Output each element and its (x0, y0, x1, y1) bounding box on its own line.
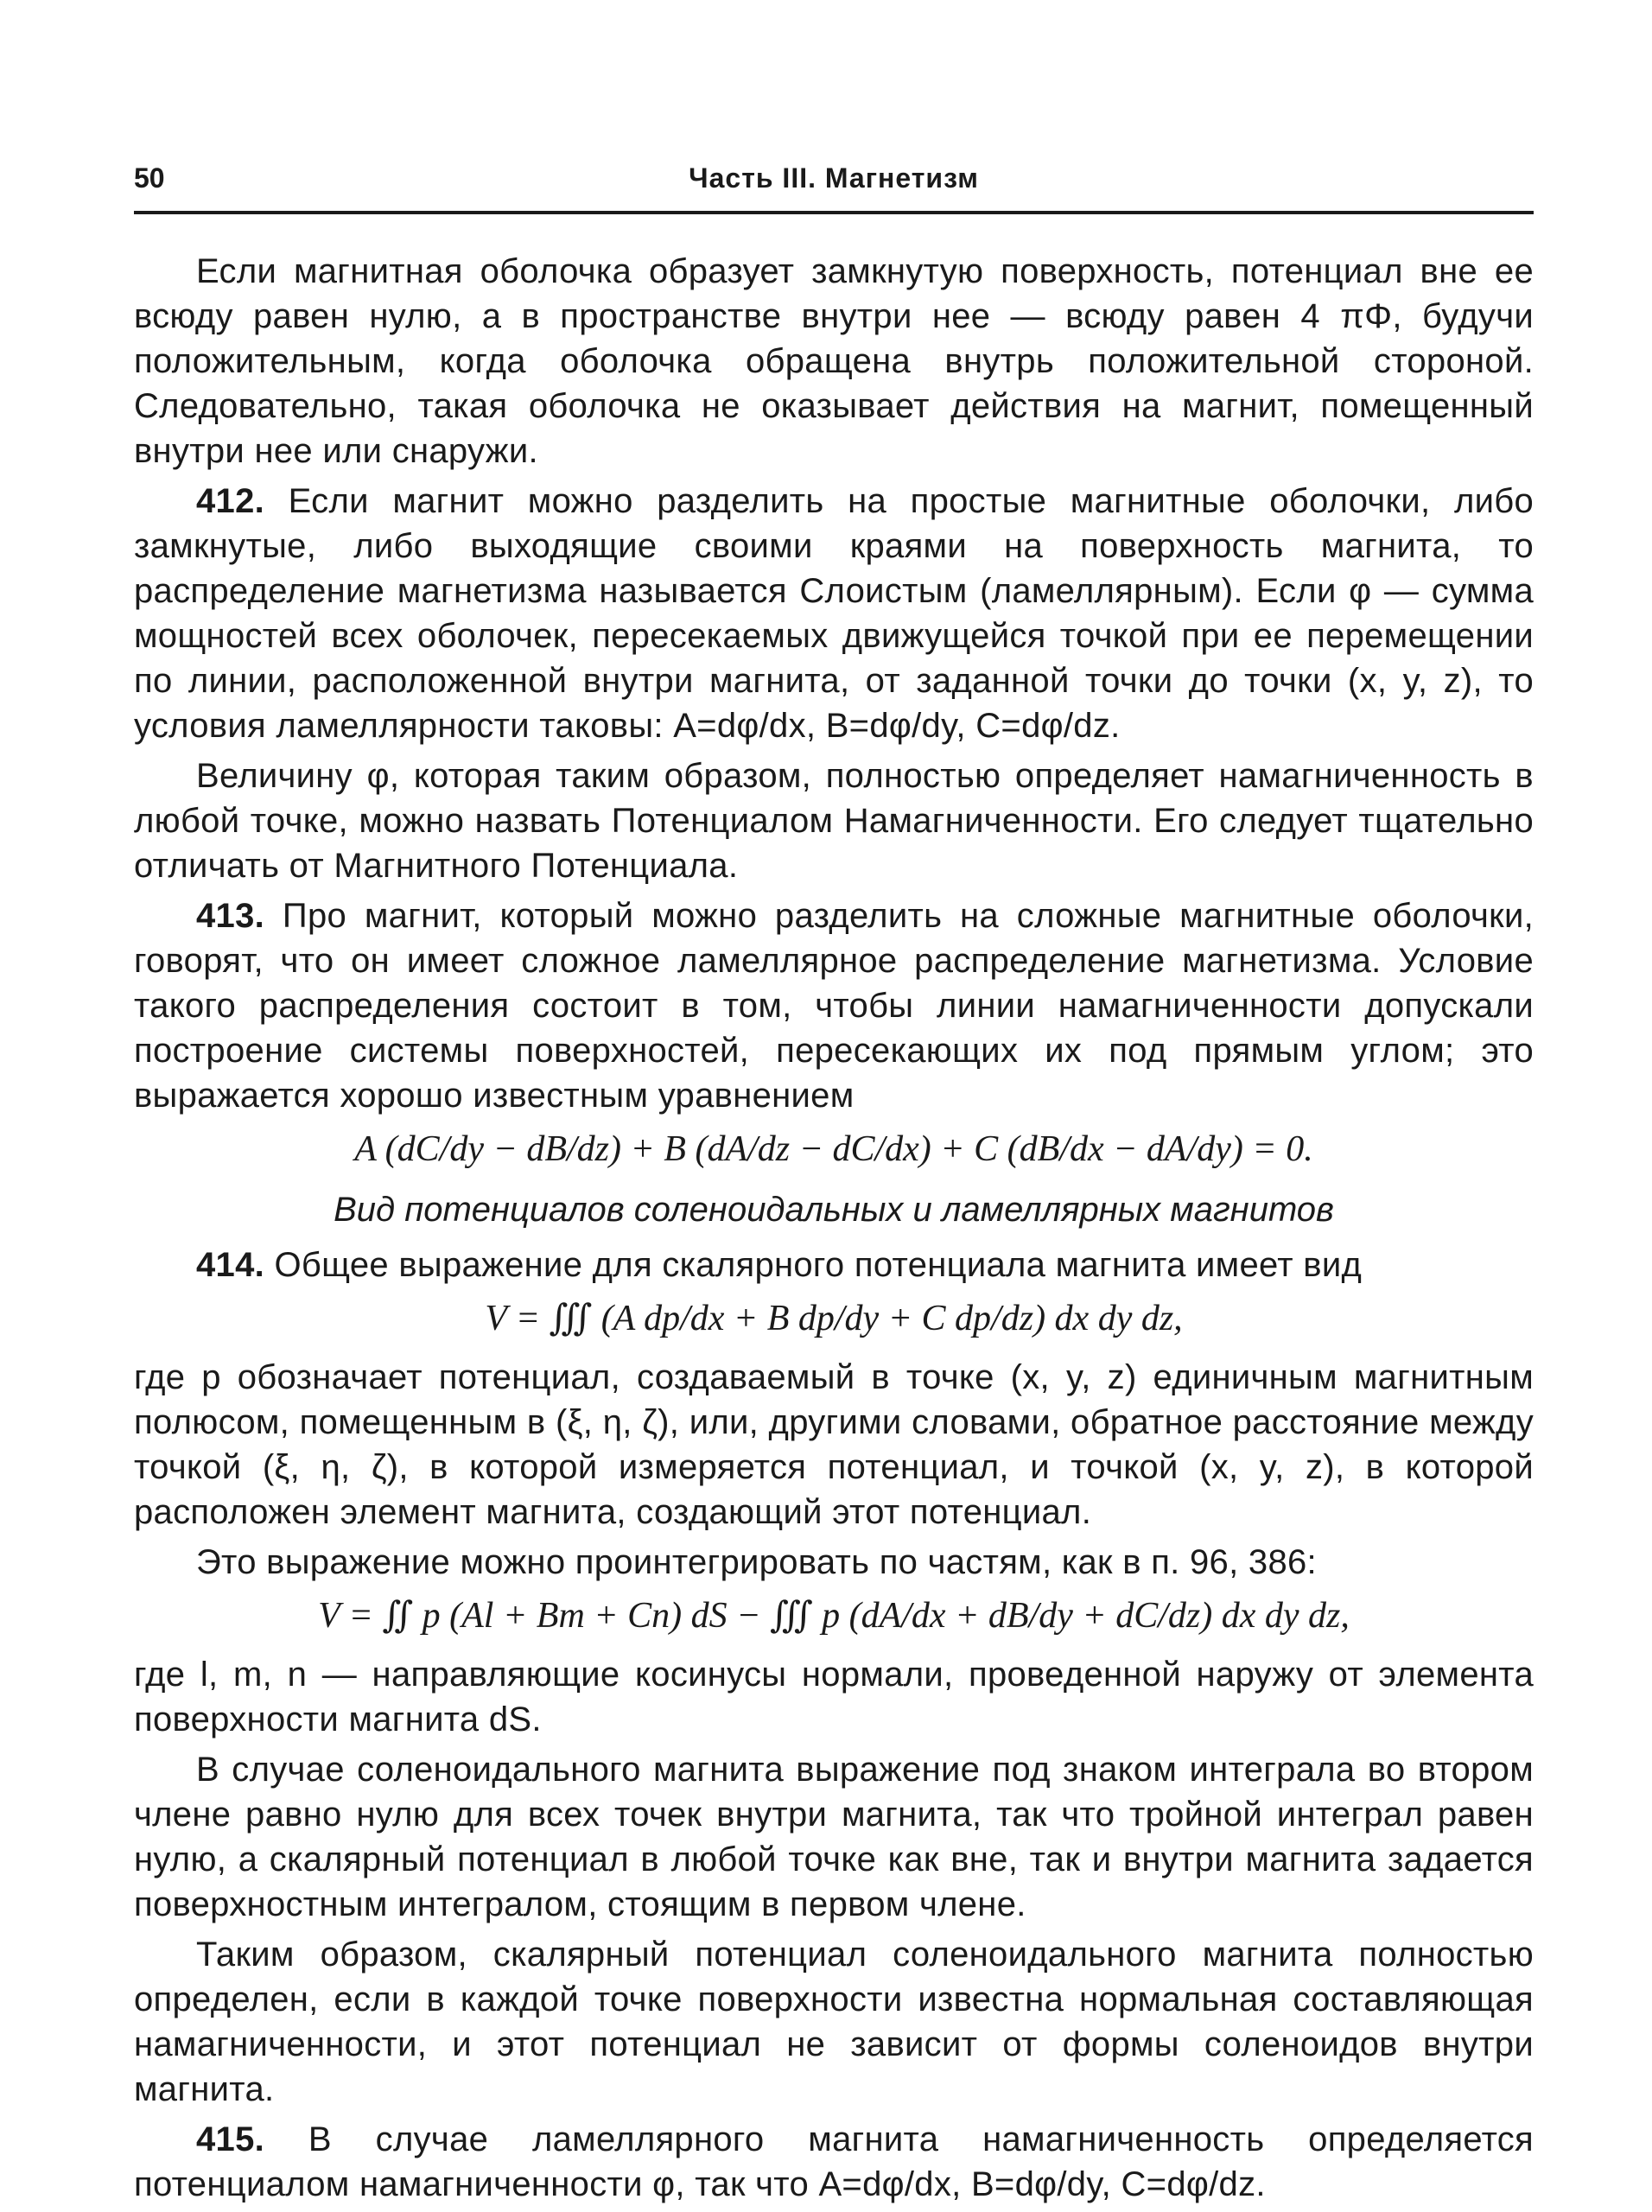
paragraph-412 (134, 479, 1534, 748)
page-number: 50 (134, 162, 165, 194)
page (134, 162, 1534, 2203)
page-header (134, 162, 1534, 206)
paragraph-direction-cosines: где l, m, n — направляющие косинусы нормали, проведенной наружу от элемента поверхности магнита dS. (134, 1656, 1534, 1738)
paragraph-p-definition: где p обозначает потенциал, создаваемый в точке (x, y, z) единичным магнитным полюсом, помещенным в (ξ, η, ζ), или, другими словами, обратное расстояние между точкой (ξ, η, ζ), в которой измеряется потенциал, и точкой (x, y, z), в которой расположен элемент магнита, создающий этот потенциал. (134, 1358, 1534, 1531)
paragraph-solenoidal-conclusion: Таким образом, скалярный потенциал соленоидального магнита полностью определен, если в каждой точке поверхности известна нормальная составляющая намагниченности, и этот потенциал не зависит от формы соленоидов внутри магнита. (134, 1936, 1534, 2108)
paragraph-414 (134, 1243, 1534, 1287)
running-title: Часть III. Магнетизм (689, 162, 979, 194)
section-number-413: 413. (196, 897, 265, 935)
paragraph-413 (134, 893, 1534, 1118)
paragraph-solenoidal-case: В случае соленоидального магнита выражение под знаком интеграла во втором члене равно нулю для всех точек внутри магнита, так что тройной интеграл равен нулю, а скалярный потенциал в любой точке как вне, так и внутри магнита задается поверхностным интегралом, стоящим в первом члене. (134, 1751, 1534, 1923)
paragraph-closed-shell: Если магнитная оболочка образует замкнутую поверхность, потенциал вне ее всюду равен нулю, а в пространстве внутри нее — всюду равен 4 πΦ, будучи положительным, когда оболочка обращена внутрь положительной стороной. Следовательно, такая оболочка не оказывает действия на магнит, помещенный внутри нее или снаружи. (134, 252, 1534, 470)
formula-scalar-potential: V = ∭ (A dp/dx + B dp/dy + C dp/dz) dx dy dz, (485, 1299, 1183, 1338)
section-number-414: 414. (196, 1246, 265, 1284)
paragraph-413-text: Про магнит, который можно разделить на сложные магнитные оболочки, говорят, что он имеет сложное ламеллярное распределение магнетизма. Условие такого распределения состоит в том, чтобы линии намагниченности допускали построение системы поверхностей, пересекающих их под прямым углом; это выражается хорошо известным уравнением (134, 897, 1534, 1115)
header-rule (134, 211, 1534, 214)
formula-integrated-by-parts: V = ∬ p (Al + Bm + Cn) dS − ∭ p (dA/dx + dB/dy + dC/dz) dx dy dz, (318, 1596, 1350, 1636)
paragraph-414-text: Общее выражение для скалярного потенциала магнита имеет вид (274, 1246, 1363, 1284)
section-heading: Вид потенциалов соленоидальных и ламеллярных магнитов (334, 1191, 1334, 1229)
page-body (134, 249, 1534, 2212)
section-number-415: 415. (196, 2120, 265, 2158)
paragraph-potential-of-magnetization: Величину φ, которая таким образом, полностью определяет намагниченность в любой точке, можно назвать Потенциалом Намагниченности. Его следует тщательно отличать от Магнитного Потенциала. (134, 757, 1534, 885)
section-number-412: 412. (196, 482, 265, 520)
paragraph-415-text: В случае ламеллярного магнита намагниченность определяется потенциалом намагниченности φ, так что A=dφ/dx, B=dφ/dy, C=dφ/dz. (134, 2120, 1534, 2203)
formula-lamellar-condition: A (dC/dy − dB/dz) + B (dA/dz − dC/dx) + C (dB/dx − dA/dy) = 0. (354, 1129, 1313, 1169)
paragraph-integration-by-parts: Это выражение можно проинтегрировать по частям, как в п. 96, 386: (196, 1543, 1317, 1581)
paragraph-415 (134, 2117, 1534, 2207)
paragraph-412-text: Если магнит можно разделить на простые магнитные оболочки, либо замкнутые, либо выходящие своими краями на поверхность магнита, то распределение магнетизма называется Слоистым (ламеллярным). Если φ — сумма мощностей всех оболочек, пересекаемых движущейся точкой при ее перемещении по линии, расположенной внутри магнита, от заданной точки до точки (x, y, z), то условия ламеллярности таковы: A=dφ/dx, B=dφ/dy, C=dφ/dz. (134, 482, 1534, 745)
